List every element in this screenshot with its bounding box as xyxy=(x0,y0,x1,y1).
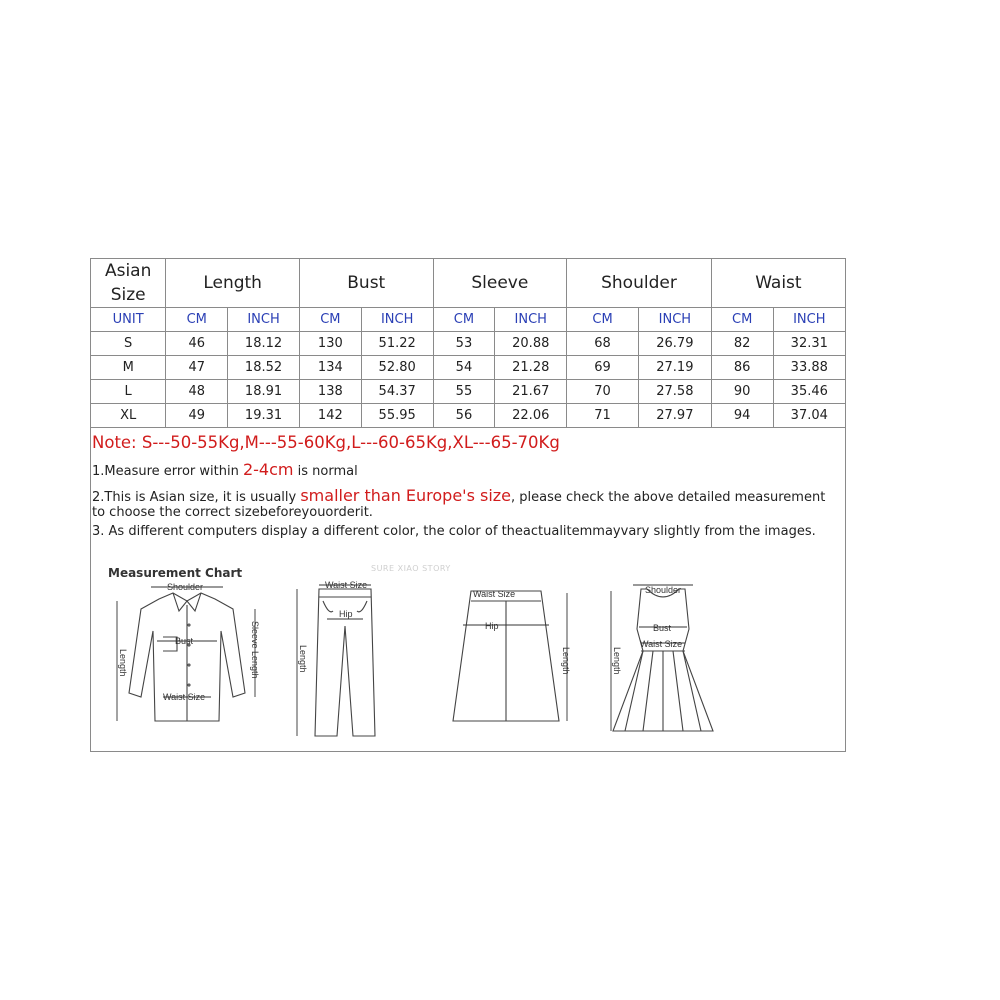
unit-cell: INCH xyxy=(773,308,845,332)
unit-row xyxy=(91,308,845,332)
sleeve-header: Sleeve xyxy=(433,259,567,308)
table-cell: 47 xyxy=(166,356,228,380)
table-cell: 27.58 xyxy=(638,380,711,404)
unit-cell: INCH xyxy=(638,308,711,332)
unit-cell: UNIT xyxy=(91,308,166,332)
note-line-1-highlight: 2-4cm xyxy=(242,460,294,479)
unit-cell: CM xyxy=(166,308,228,332)
table-cell: 56 xyxy=(433,404,495,428)
table-cell: 54.37 xyxy=(361,380,433,404)
note-line-3: 3. As different computers display a different color, the color of theactualitemmayvary slightly from the images. xyxy=(92,524,816,539)
shoulder-header: Shoulder xyxy=(567,259,712,308)
note-line-2-highlight: smaller than Europe's size xyxy=(300,486,512,505)
table-cell: 138 xyxy=(299,380,361,404)
table-cell: 142 xyxy=(299,404,361,428)
skirt-outline xyxy=(453,591,559,721)
table-cell: 27.19 xyxy=(638,356,711,380)
unit-cell: INCH xyxy=(495,308,567,332)
table-cell: 71 xyxy=(567,404,639,428)
length-header: Length xyxy=(166,259,300,308)
shirt-waist-label: Waist Size xyxy=(163,692,206,702)
shirt-measurement-figure xyxy=(107,581,267,731)
size-chart-card xyxy=(90,258,846,752)
dress-outline xyxy=(613,589,713,731)
table-cell: 37.04 xyxy=(773,404,845,428)
table-cell: 53 xyxy=(433,332,495,356)
table-cell: 21.67 xyxy=(495,380,567,404)
measurement-chart-title: Measurement Chart xyxy=(108,566,243,580)
shirt-bust-label: Bust xyxy=(175,636,194,646)
unit-cell: CM xyxy=(433,308,495,332)
dress-waist-label: Waist Size xyxy=(640,639,683,649)
shirt-sleeve-label: Sleeve Length xyxy=(250,621,260,679)
table-cell: 20.88 xyxy=(495,332,567,356)
table-cell: 82 xyxy=(711,332,773,356)
skirt-length-label: Length xyxy=(561,647,571,675)
shirt-length-label: Length xyxy=(118,649,128,677)
skirt-waist-label: Waist Size xyxy=(473,589,516,599)
table-cell: 32.31 xyxy=(773,332,845,356)
table-cell: 68 xyxy=(567,332,639,356)
pants-measurement-figure xyxy=(287,581,387,741)
table-cell: 52.80 xyxy=(361,356,433,380)
table-row-l xyxy=(91,380,845,404)
table-cell: M xyxy=(91,356,166,380)
table-cell: 27.97 xyxy=(638,404,711,428)
table-cell: 35.46 xyxy=(773,380,845,404)
unit-cell: CM xyxy=(711,308,773,332)
table-cell: 18.52 xyxy=(228,356,300,380)
table-row-m xyxy=(91,356,845,380)
table-cell: 90 xyxy=(711,380,773,404)
table-cell: 55.95 xyxy=(361,404,433,428)
table-cell: L xyxy=(91,380,166,404)
waist-header: Waist xyxy=(711,259,845,308)
table-cell: 19.31 xyxy=(228,404,300,428)
table-row-s xyxy=(91,332,845,356)
asian-size-header xyxy=(91,259,166,308)
table-cell: 55 xyxy=(433,380,495,404)
dress-length-label: Length xyxy=(612,647,622,675)
unit-cell: INCH xyxy=(228,308,300,332)
note-line-2 xyxy=(92,486,825,505)
note-line-1 xyxy=(92,460,358,479)
note-line-2-before: 2.This is Asian size, it is usually xyxy=(92,490,301,505)
table-cell: 130 xyxy=(299,332,361,356)
dress-shoulder-label: Shoulder xyxy=(645,585,682,595)
note-line-2-continued: to choose the correct sizebeforeyouorderit. xyxy=(92,505,373,520)
table-cell: 18.12 xyxy=(228,332,300,356)
shirt-shoulder-label: Shoulder xyxy=(167,582,204,592)
store-watermark: SURE XIAO STORY xyxy=(371,564,451,573)
table-cell: 33.88 xyxy=(773,356,845,380)
table-cell: XL xyxy=(91,404,166,428)
note-line-1-after: is normal xyxy=(293,464,358,479)
table-cell: S xyxy=(91,332,166,356)
pants-hip-label: Hip xyxy=(339,609,353,619)
table-cell: 46 xyxy=(166,332,228,356)
table-cell: 49 xyxy=(166,404,228,428)
skirt-dimension-lines xyxy=(463,593,567,721)
skirt-measurement-figure xyxy=(441,581,581,731)
table-cell: 69 xyxy=(567,356,639,380)
table-cell: 18.91 xyxy=(228,380,300,404)
table-cell: 21.28 xyxy=(495,356,567,380)
pants-waist-label: Waist Size xyxy=(325,580,368,590)
table-cell: 94 xyxy=(711,404,773,428)
pants-length-label: Length xyxy=(298,645,308,673)
table-row-xl xyxy=(91,404,845,428)
table-cell: 54 xyxy=(433,356,495,380)
note-line-2-after: , please check the above detailed measurement xyxy=(511,490,826,505)
skirt-hip-label: Hip xyxy=(485,621,499,631)
bust-header: Bust xyxy=(299,259,433,308)
table-cell: 134 xyxy=(299,356,361,380)
weight-note: Note: S---50-55Kg,M---55-60Kg,L---60-65Kg,XL---65-70Kg xyxy=(92,433,560,452)
unit-cell: CM xyxy=(299,308,361,332)
unit-cell: CM xyxy=(567,308,639,332)
table-cell: 22.06 xyxy=(495,404,567,428)
note-line-1-before: 1.Measure error within xyxy=(92,464,243,479)
dress-measurement-figure xyxy=(603,581,723,741)
table-cell: 48 xyxy=(166,380,228,404)
unit-cell: INCH xyxy=(361,308,433,332)
asian-size-label-line2: Size xyxy=(110,285,146,305)
table-cell: 26.79 xyxy=(638,332,711,356)
table-header-row xyxy=(91,259,845,308)
size-table xyxy=(91,259,845,428)
asian-size-label-line1: Asian xyxy=(104,261,152,281)
table-cell: 70 xyxy=(567,380,639,404)
table-cell: 51.22 xyxy=(361,332,433,356)
dress-bust-label: Bust xyxy=(653,623,672,633)
table-cell: 86 xyxy=(711,356,773,380)
